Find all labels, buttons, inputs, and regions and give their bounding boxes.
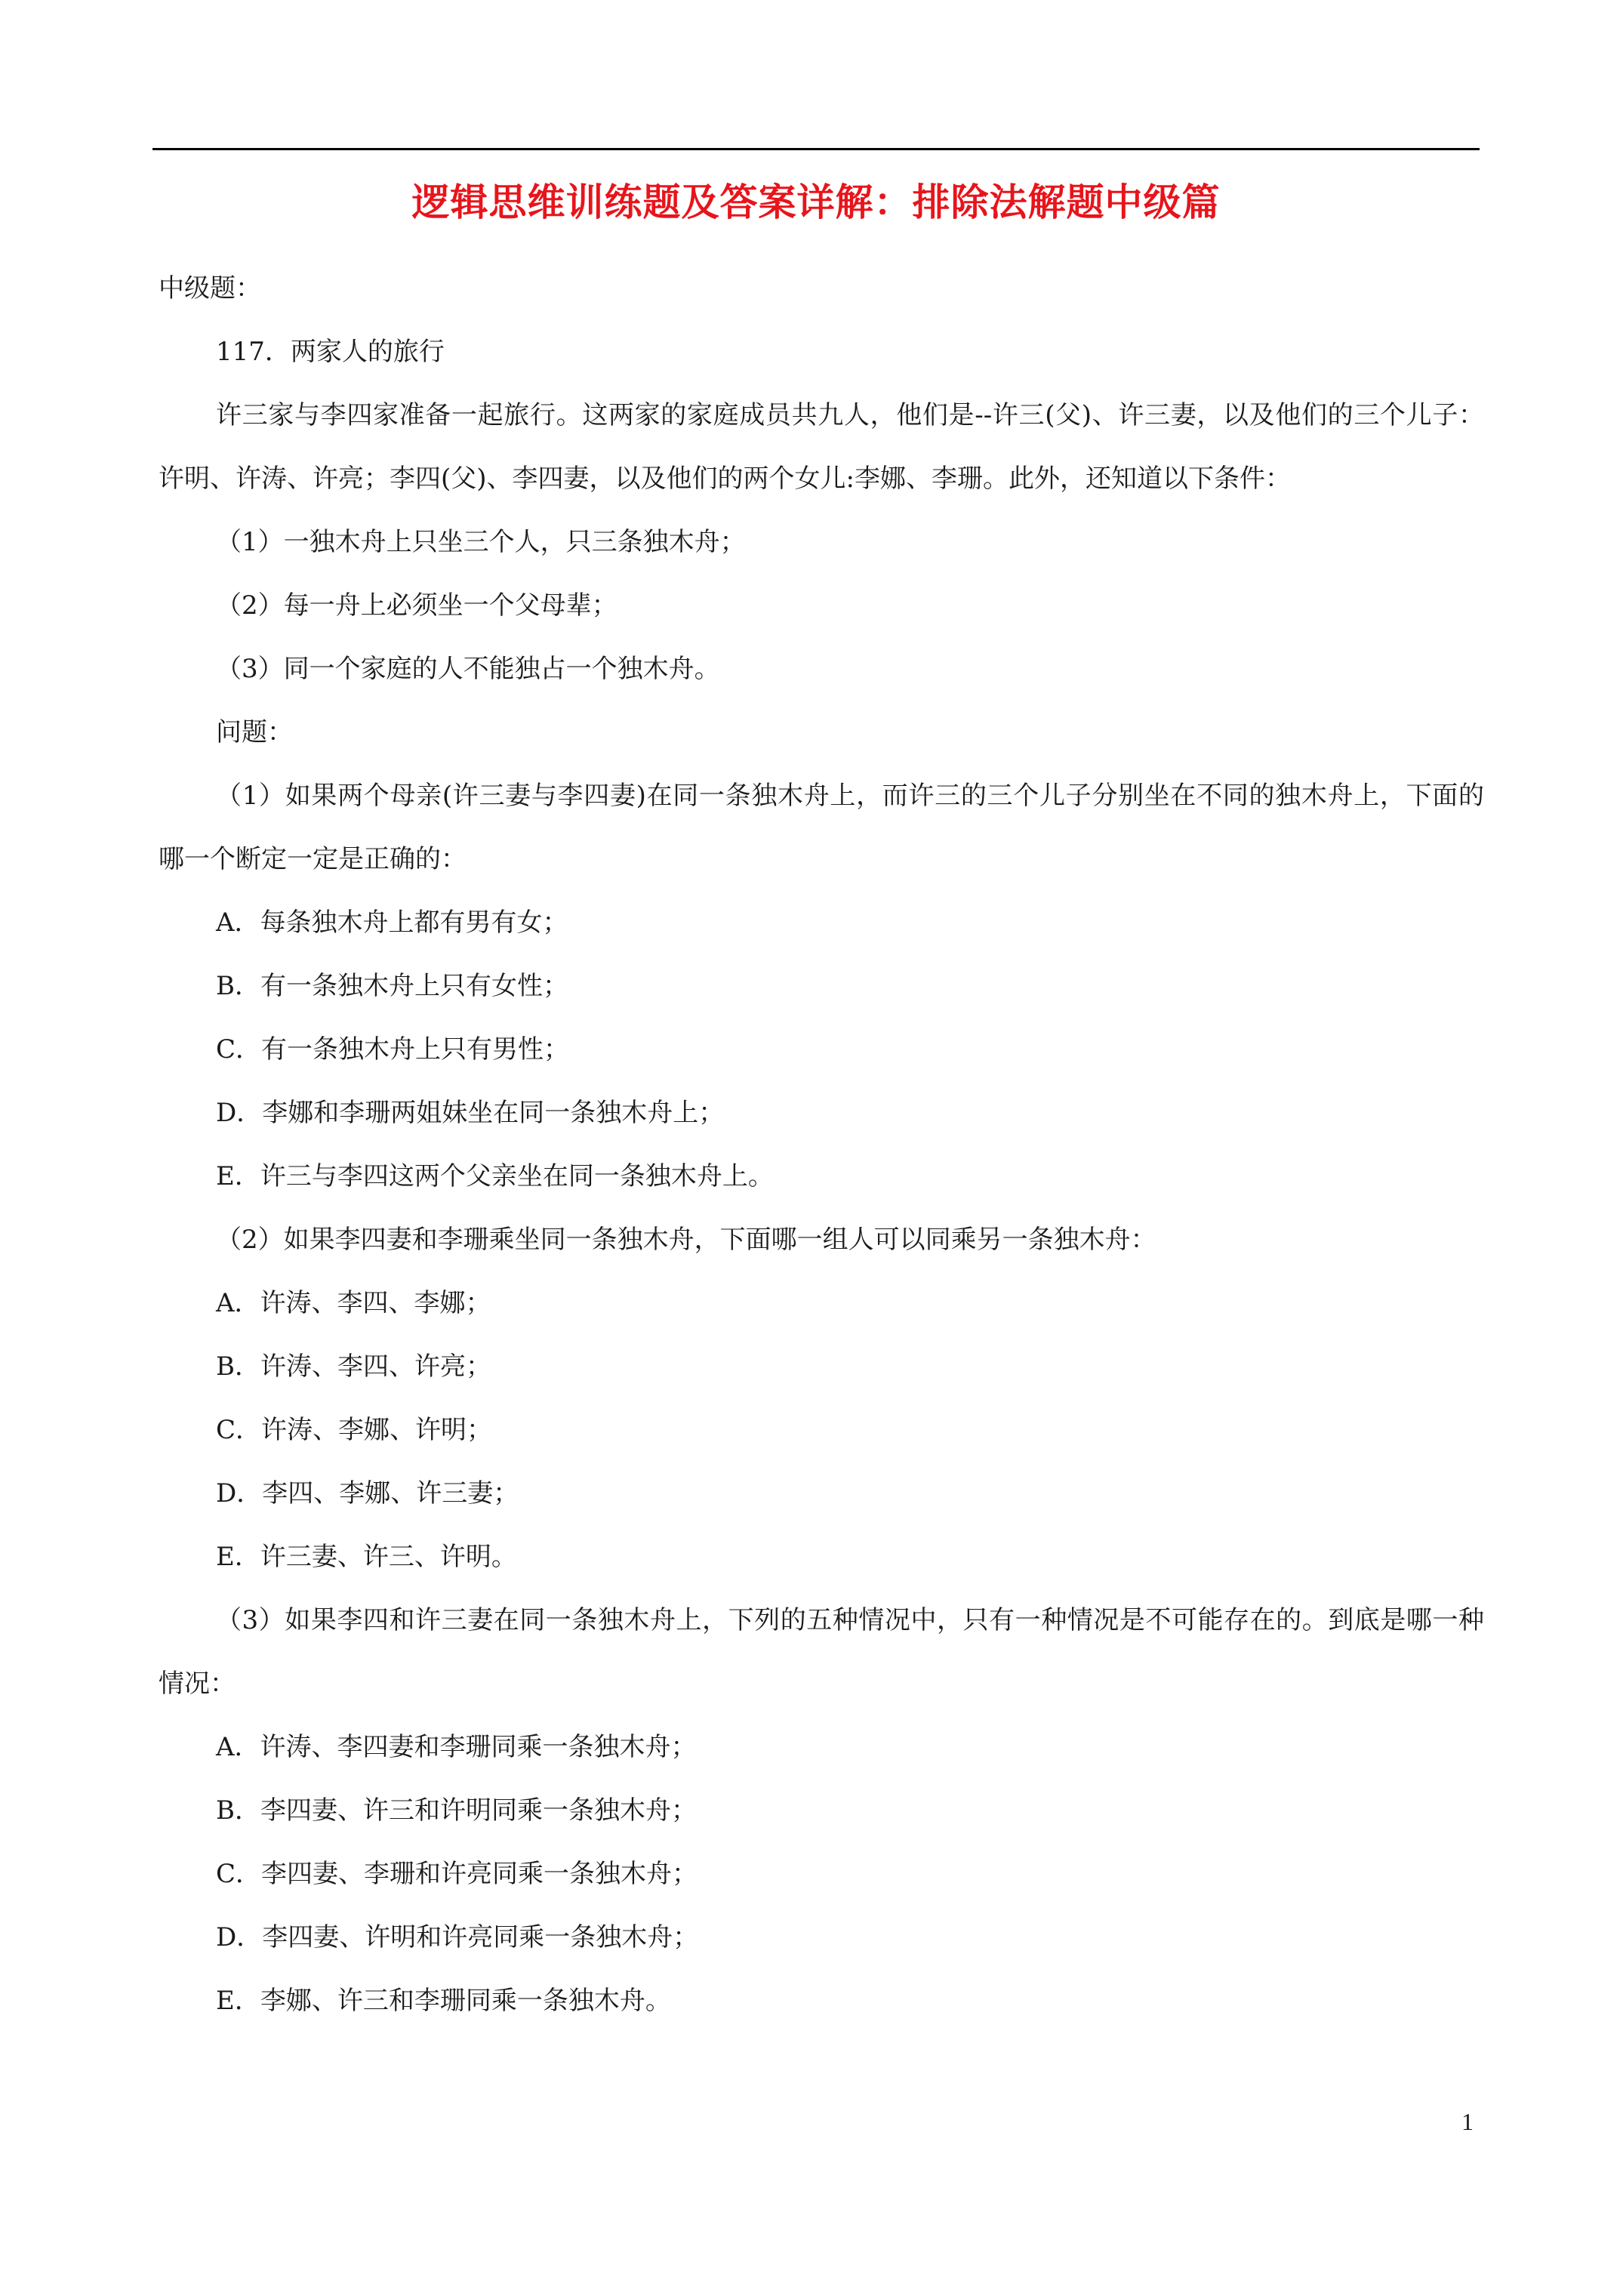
q1-option-e: E．许三与李四这两个父亲坐在同一条独木舟上。 [216,1161,774,1191]
section-label: 中级题： [159,273,261,304]
q3-option-a: A．许涛、李四妻和李珊同乘一条独木舟； [216,1732,697,1762]
document-body [159,257,1484,2032]
q2-option-c: C．许涛、李娜、许明； [216,1415,493,1445]
q2-option-d: D．李四、李娜、许三妻； [216,1478,519,1509]
q2-option-b: B．许涛、李四、许亮； [216,1351,491,1382]
q3-option-c: C．李四妻、李珊和许亮同乘一条独木舟； [216,1859,698,1889]
question-2: （2）如果李四妻和李珊乘坐同一条独木舟，下面哪一组人可以同乘另一条独木舟： [216,1225,1156,1255]
question-3: （3）如果李四和许三妻在同一条独木舟上，下列的五种情况中，只有一种情况是不可能存在的。到底是哪一种情况： [159,1605,1484,1699]
q1-option-b: B．有一条独木舟上只有女性； [216,971,568,1001]
page-number: 1 [1461,2108,1474,2135]
condition-1: （1）一独木舟上只坐三个人，只三条独木舟； [216,527,746,557]
q3-option-d: D．李四妻、许明和许亮同乘一条独木舟； [216,1922,699,1952]
condition-3: （3）同一个家庭的人不能独占一个独木舟。 [216,654,720,684]
q1-option-a: A．每条独木舟上都有男有女； [216,908,568,938]
problem-title: 117．两家人的旅行 [216,337,445,367]
q1-option-d: D．李娜和李珊两姐妹坐在同一条独木舟上； [216,1098,725,1128]
q3-option-b: B．李四妻、许三和许明同乘一条独木舟； [216,1795,697,1826]
q2-option-e: E．许三妻、许三、许明。 [216,1542,517,1572]
question-1: （1）如果两个母亲(许三妻与李四妻)在同一条独木舟上，而许三的三个儿子分别坐在不同的独木舟上，下面的哪一个断定一定是正确的： [159,781,1484,874]
condition-2: （2）每一舟上必须坐一个父母辈； [216,590,617,621]
questions-label: 问题： [216,717,293,747]
q1-option-c: C．有一条独木舟上只有男性； [216,1034,570,1065]
document-title: 逻辑思维训练题及答案详解：排除法解题中级篇 [411,180,1221,224]
q2-option-a: A．许涛、李四、李娜； [216,1288,491,1318]
intro-paragraph: 许三家与李四家准备一起旅行。这两家的家庭成员共九人，他们是--许三(父)、许三妻，以及他们的三个儿子：许明、许涛、许亮；李四(父)、李四妻，以及他们的两个女儿:李娜、李珊。此外，还知道以下条件： [159,400,1484,494]
q3-option-e: E．李娜、许三和李珊同乘一条独木舟。 [216,1986,671,2016]
header-rule [152,148,1480,150]
